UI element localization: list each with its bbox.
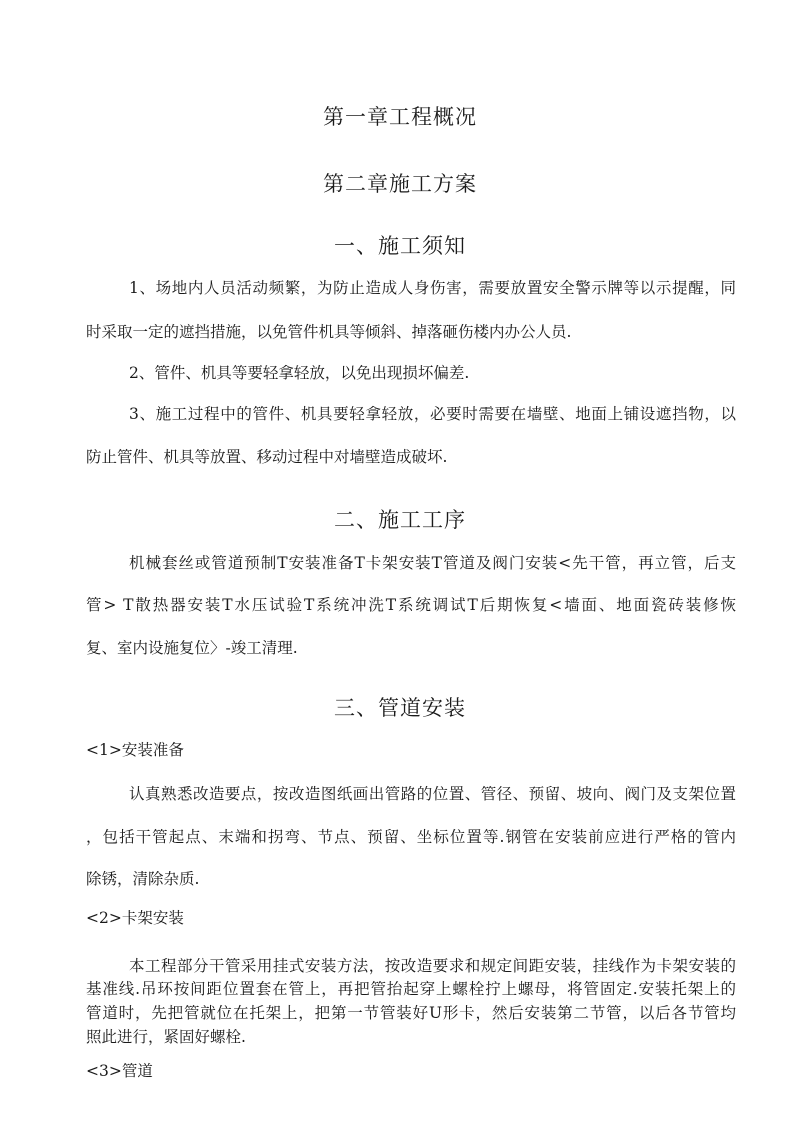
paragraph-line: 管> T散热器安装T水压试验T系统冲洗T系统调试T后期恢复<墙面、地面瓷砖装修恢 bbox=[86, 596, 736, 614]
paragraph-line: 照此进行，紧固好螺栓. bbox=[86, 1028, 246, 1046]
subsection-heading: <1>安装准备 bbox=[86, 741, 184, 759]
paragraph-line: 认真熟悉改造要点，按改造图纸画出管路的位置、管径、预留、坡向、阀门及支架位置 bbox=[129, 785, 736, 803]
paragraph-line: 除锈，清除杂质. bbox=[86, 870, 200, 888]
paragraph-line: 时采取一定的遮挡措施，以免管件机具等倾斜、掉落砸伤楼内办公人员. bbox=[86, 323, 572, 341]
subsection-heading: <3>管道 bbox=[86, 1062, 153, 1080]
paragraph-line: 机械套丝或管道预制T安装准备T卡架安装T管道及阀门安装<先干管，再立管，后支 bbox=[129, 554, 736, 572]
section-2-heading: 二、施工工序 bbox=[334, 508, 466, 532]
paragraph-line: 本工程部分干管采用挂式安装方法，按改造要求和规定间距安装，挂线作为卡架安装的 bbox=[129, 957, 736, 975]
paragraph-line: 1、场地内人员活动频繁，为防止造成人身伤害，需要放置安全警示牌等以示提醒，同 bbox=[129, 279, 736, 297]
paragraph-line: 管道时，先把管就位在托架上，把第一节管装好U形卡，然后安装第二节管，以后各节管均 bbox=[86, 1004, 736, 1022]
chapter-1-heading: 第一章工程概况 bbox=[323, 105, 477, 129]
subsection-heading: <2>卡架安装 bbox=[86, 909, 184, 927]
chapter-2-heading: 第二章施工方案 bbox=[323, 172, 477, 196]
section-1-heading: 一、施工须知 bbox=[334, 234, 466, 258]
section-3-heading: 三、管道安装 bbox=[334, 696, 466, 720]
paragraph-line: 2、管件、机具等要轻拿轻放，以免出现损坏偏差. bbox=[129, 364, 470, 382]
paragraph-line: 复、室内设施复位〉-竣工清理. bbox=[86, 639, 298, 657]
paragraph-line: ，包括干管起点、末端和拐弯、节点、预留、坐标位置等.钢管在安装前应进行严格的管内 bbox=[86, 828, 736, 846]
paragraph-line: 基准线.吊环按间距位置套在管上，再把管抬起穿上螺栓拧上螺母，将管固定.安装托架上的 bbox=[86, 980, 736, 998]
paragraph-line: 3、施工过程中的管件、机具要轻拿轻放，必要时需要在墙壁、地面上铺设遮挡物，以 bbox=[129, 405, 736, 423]
paragraph-line: 防止管件、机具等放置、移动过程中对墙壁造成破坏. bbox=[86, 448, 448, 466]
